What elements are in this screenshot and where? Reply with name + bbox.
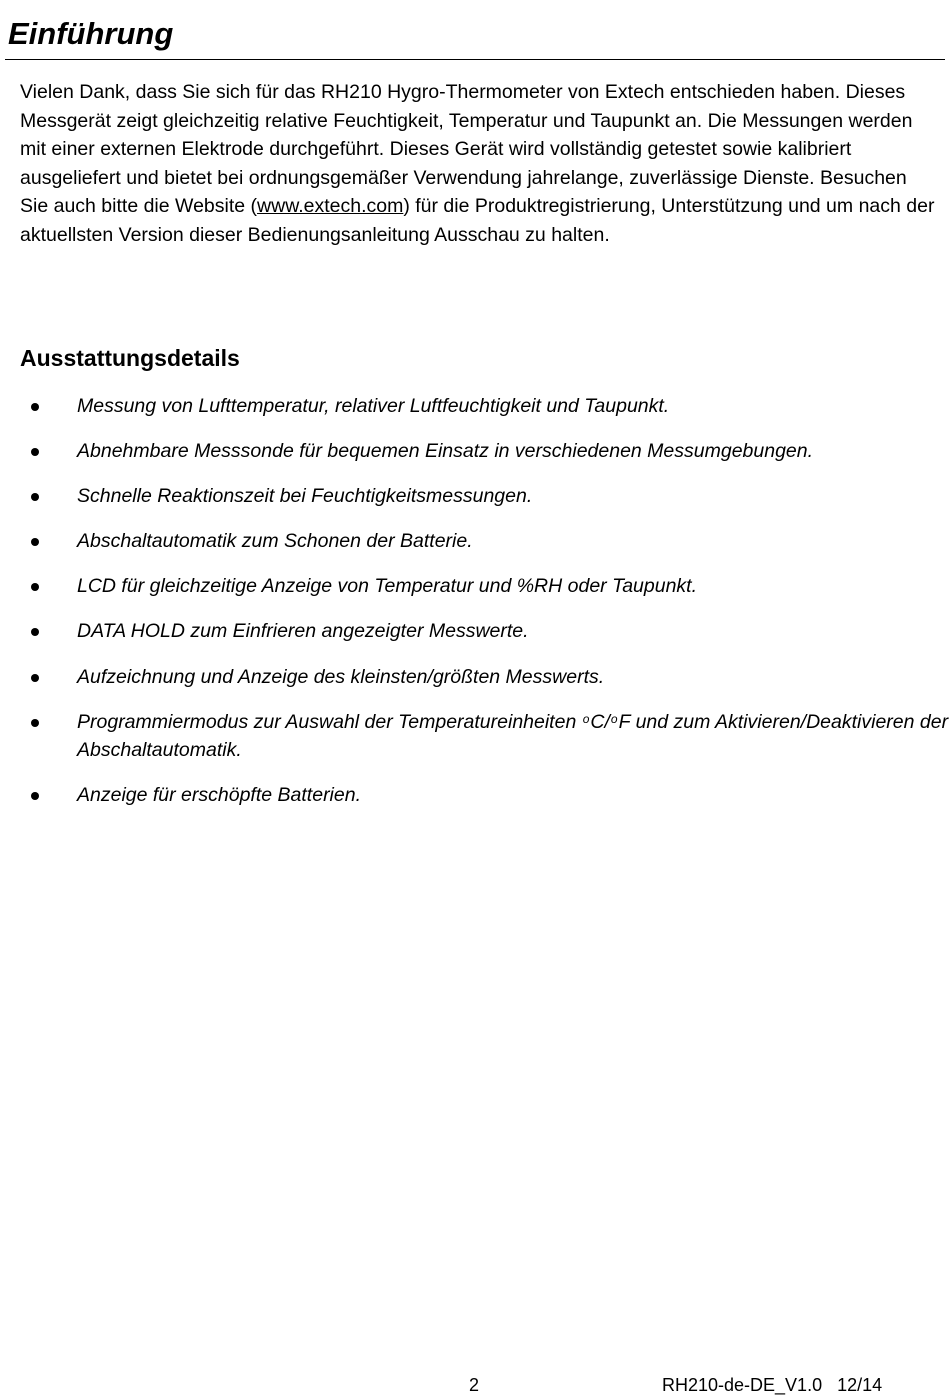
bullet-icon	[31, 448, 39, 456]
list-item	[0, 708, 950, 765]
bullet-icon	[31, 674, 39, 682]
degree-symbol: o	[610, 711, 618, 726]
list-item	[0, 781, 950, 810]
features-heading: Ausstattungsdetails	[20, 345, 240, 371]
document-id: RH210-de-DE_V1.0 12/14	[662, 1375, 883, 1395]
bullet-icon	[31, 792, 39, 800]
bullet-icon	[31, 719, 39, 727]
feature-text: Schnelle Reaktionszeit bei Feuchtigkeitsmessungen.	[77, 485, 533, 508]
feature-list	[0, 392, 950, 826]
bullet-icon	[31, 583, 39, 591]
list-item	[0, 392, 950, 421]
feature-text-programming-unit: C/	[590, 710, 610, 733]
list-item	[0, 527, 950, 556]
feature-text: Abschaltautomatik zum Schonen der Batterie.	[77, 530, 473, 553]
degree-symbol: o	[582, 711, 590, 726]
feature-text: Anzeige für erschöpfte Batterien.	[77, 784, 361, 807]
feature-text: DATA HOLD zum Einfrieren angezeigter Messwerte.	[77, 620, 529, 643]
list-item	[0, 617, 950, 646]
bullet-icon	[31, 493, 39, 501]
bullet-icon	[31, 403, 39, 411]
intro-text-start: Vielen Dank, dass Sie sich für das RH210 Hygro-Thermometer von Extech entschieden haben. Dieses Messgerät zeigt gleichzeitig relative Feuchtigkeit, Temperatur und Taupunkt an. Die Messungen werden mit einer externen Elektrode durchgeführt. Dieses Gerät wird vollständig getestet sowie kalibriert ausgeliefert und bietet bei ordnungsgemäßer Verwendung jahrelange, zuverlässige Dienste. Besuchen Sie auch bitte die Website (	[20, 81, 913, 217]
feature-text: Aufzeichnung und Anzeige des kleinsten/größten Messwerts.	[77, 665, 605, 688]
feature-text: Abnehmbare Messsonde für bequemen Einsatz in verschiedenen Messumgebungen.	[77, 440, 814, 463]
page-number: 2	[469, 1375, 480, 1395]
list-item	[0, 482, 950, 511]
website-link[interactable]: www.extech.com	[257, 195, 404, 217]
list-item	[0, 437, 950, 466]
intro-text-end: ) für die Produktregistrierung, Unterstützung und um nach der aktuellsten Version dieser Bedienungsanleitung Ausschau zu halten.	[20, 195, 935, 246]
feature-text: Messung von Lufttemperatur, relativer Luftfeuchtigkeit und Taupunkt.	[77, 395, 670, 417]
bullet-icon	[31, 628, 39, 636]
title-divider	[5, 59, 945, 60]
list-item	[0, 663, 950, 692]
feature-text-programming-start: Programmiermodus zur Auswahl der Temperatureinheiten	[77, 710, 582, 733]
page-title: Einführung	[8, 16, 174, 51]
bullet-icon	[31, 538, 39, 546]
intro-paragraph	[20, 78, 935, 249]
feature-text: LCD für gleichzeitige Anzeige von Temperatur und %RH oder Taupunkt.	[77, 575, 698, 598]
list-item	[0, 572, 950, 601]
feature-text-programming-end: F und zum Aktivieren/Deaktivieren der Abschaltautomatik.	[77, 710, 949, 762]
